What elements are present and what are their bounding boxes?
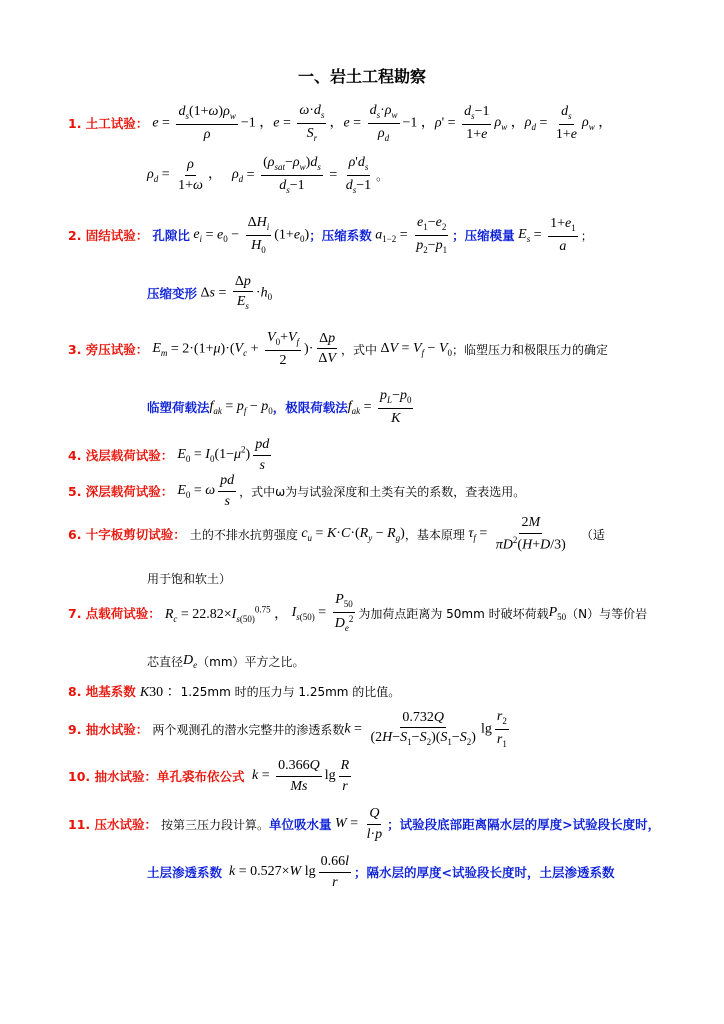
section-3-desc: ；临塑压力和极限压力的确定 [452, 342, 609, 357]
formula-fak-1: $f_{ak} = p_f - p_0$ [209, 398, 273, 416]
section-7-desc-2: （N）与等价岩 [566, 606, 648, 621]
section-11-desc: 按第三压力段计算。 [161, 817, 270, 832]
section-11-cont [147, 850, 662, 894]
page-title: 一、岩土工程勘察 [297, 67, 426, 86]
section-7-cont [147, 650, 662, 672]
formula-em: $E_m = 2\cdot(1+\mu)\cdot(V_c$ + $\frac{V_0+V_f}{2}$ )· $\frac{\Delta p}{\Delta V}$ [152, 329, 336, 368]
section-7-desc-3: 芯直径 [147, 654, 184, 669]
section-11-cond-2: ；隔水层的厚度<试验段长度时，土层渗透系数 [353, 865, 615, 880]
section-11-heading: 11. 压水试验： [68, 817, 157, 832]
formula-is50: $I_{s(50)}$ = $\frac{P_{50}}{D_e^2}$ [291, 591, 354, 634]
formula-dv: $\Delta V = V_f - V_0$ [376, 340, 452, 358]
formula-fak-2: $f_{ak}$ = $\frac{p_L-p_0}{K}$ [347, 387, 412, 426]
formula-k-1: k = $\frac{0.732Q}{(2H-S_1-S_2)(S_1-S_2)}$ lg $\frac{r_2}{r_1}$ [344, 708, 507, 749]
symbol-k30: K30 ： [139, 685, 181, 700]
formula-e-1: e = $\frac{d_s(1+\omega)\rho_w}{\rho}$ −1 ， [152, 103, 274, 142]
formula-rho-d-1: $\rho_d$ = $\frac{d_s}{1+e}$ $\rho_w$ ， [524, 103, 613, 142]
formula-e-2: e = $\frac{\omega\cdot d_s}{S_r}$ ， [273, 102, 344, 143]
formula-a12: $a_{1-2}$ = $\frac{e_1-e_2}{p_2-p_1}$ [375, 214, 448, 255]
formula-k-2: k = $\frac{0.366Q}{Ms}$ lg $\frac{R}{r}$ [252, 758, 350, 794]
formula-w: W = $\frac{Q}{l\cdot p}$ [335, 806, 383, 842]
section-5-heading: 5. 深层载荷试验： [68, 484, 174, 499]
section-3-where: ，式中 [340, 342, 377, 357]
section-6-principle: ，基本原理 [404, 527, 465, 542]
section-6-paren: （适 [580, 527, 605, 542]
symbol-p50: $P_{50}$ [548, 604, 567, 622]
formula-rho-d-2: $\rho_d$ = $\frac{\rho}{1+\omega}$ ， [147, 157, 222, 193]
section-2-heading: 2. 固结试验： [68, 228, 149, 243]
section-2-semicolon: ； [580, 228, 593, 243]
formula-rho-prime: ρ' = $\frac{d_s-1}{1+e}$ $\rho_w$ ， [434, 103, 525, 142]
soil-perm-label: 土层渗透系数 [147, 865, 223, 880]
section-7-heading: 7. 点载荷试验： [68, 606, 161, 621]
section-9-desc: 两个观测孔的潜水完整井的渗透系数 [152, 722, 345, 737]
section-8 [68, 680, 662, 702]
section-1 [68, 100, 662, 146]
symbol-de: $D_e$ [183, 652, 198, 670]
section-8-desc: 1.25mm 时的压力与 1.25mm 的比值。 [180, 684, 401, 699]
void-ratio-label: 孔隙比 [152, 228, 190, 243]
section-8-heading: 8. 地基系数 [68, 684, 136, 699]
section-7-desc: 为加荷点距离为 50mm 时破坏荷载 [358, 606, 549, 621]
formula-tau: $\tau_f$ = $\frac{2M}{\pi D^2(H+D/3)}$ [468, 515, 566, 553]
section-3 [68, 326, 662, 372]
section-3-heading: 3. 旁压试验： [68, 342, 149, 357]
compress-coef-label: ；压缩系数 [309, 228, 372, 243]
section-10 [68, 754, 662, 798]
section-6-applicability: 用于饱和软土） [147, 571, 232, 586]
section-1-cont [147, 152, 662, 198]
critical-load-label: 临塑荷载法 [147, 400, 210, 415]
formula-e0-1: $E_0 = I_0(1-\mu^2)$ $\frac{pd}{s}$ [177, 437, 270, 473]
section-2-cont [147, 270, 662, 316]
section-4-heading: 4. 浅层载荷试验： [68, 448, 174, 463]
compress-modulus-label: ；压缩模量 [452, 228, 515, 243]
formula-rc: $R_c = 22.82\times I_{s(50)}^{0.75}$ ， [164, 603, 289, 624]
section-10-heading: 10. 抽水试验：单孔裘布依公式 [68, 769, 245, 784]
section-3-cont [147, 386, 662, 428]
formula-cu: $c_u = K\cdot C\cdot(R_y - R_g)$ [301, 525, 405, 543]
section-1-end: 。 [376, 168, 389, 183]
section-11 [68, 802, 662, 846]
section-1-heading: 1. 土工试验： [68, 116, 149, 131]
section-6-cont [147, 568, 662, 588]
formula-e0-2: $E_0 = \omega$ $\frac{pd}{s}$ [177, 473, 235, 509]
section-9 [68, 706, 662, 752]
section-6 [68, 512, 662, 556]
section-9-heading: 9. 抽水试验： [68, 722, 149, 737]
section-7 [68, 590, 662, 636]
section-11-cond-1: ；试验段底部距离隔水层的厚度>试验段长度时， [387, 817, 661, 832]
formula-ds: Δs = $\frac{\Delta p}{E_s}$ $\cdot h_0$ [197, 273, 273, 312]
ultimate-load-label: ，极限荷载法 [272, 400, 348, 415]
section-5-desc: ，式中ω为与试验深度和土类有关的系数，查表选用。 [239, 484, 526, 499]
section-5 [68, 470, 662, 512]
formula-ei: $e_i = e_0$ − $\Delta H_i$ $H_0$ $(1+e_0)$ [193, 214, 310, 255]
formula-e-3: e = $\frac{d_s\cdot\rho_w}{\rho_d}$ −1 ， [343, 102, 435, 143]
compress-deform-label: 压缩变形 [147, 286, 198, 301]
section-2 [68, 212, 662, 258]
section-6-desc: 土的不排水抗剪强度 [189, 527, 298, 542]
section-7-desc-4: （mm）平方之比。 [197, 654, 305, 669]
formula-k-3: k = 0.527×W lg $\frac{0.66l}{r}$ [229, 854, 349, 890]
section-6-heading: 6. 十字板剪切试验： [68, 527, 186, 542]
formula-rho-d-3: $\rho_d$ = $(\rho_{sat}-\rho_w)d_s$ $d_s-1$ = $\frac{\rho'd_s}{d_s-1}$ [231, 154, 372, 195]
unit-absorption-label: 单位吸水量 [269, 817, 332, 832]
formula-es: $E_s$ = $\frac{1+e_1}{a}$ [518, 215, 576, 254]
